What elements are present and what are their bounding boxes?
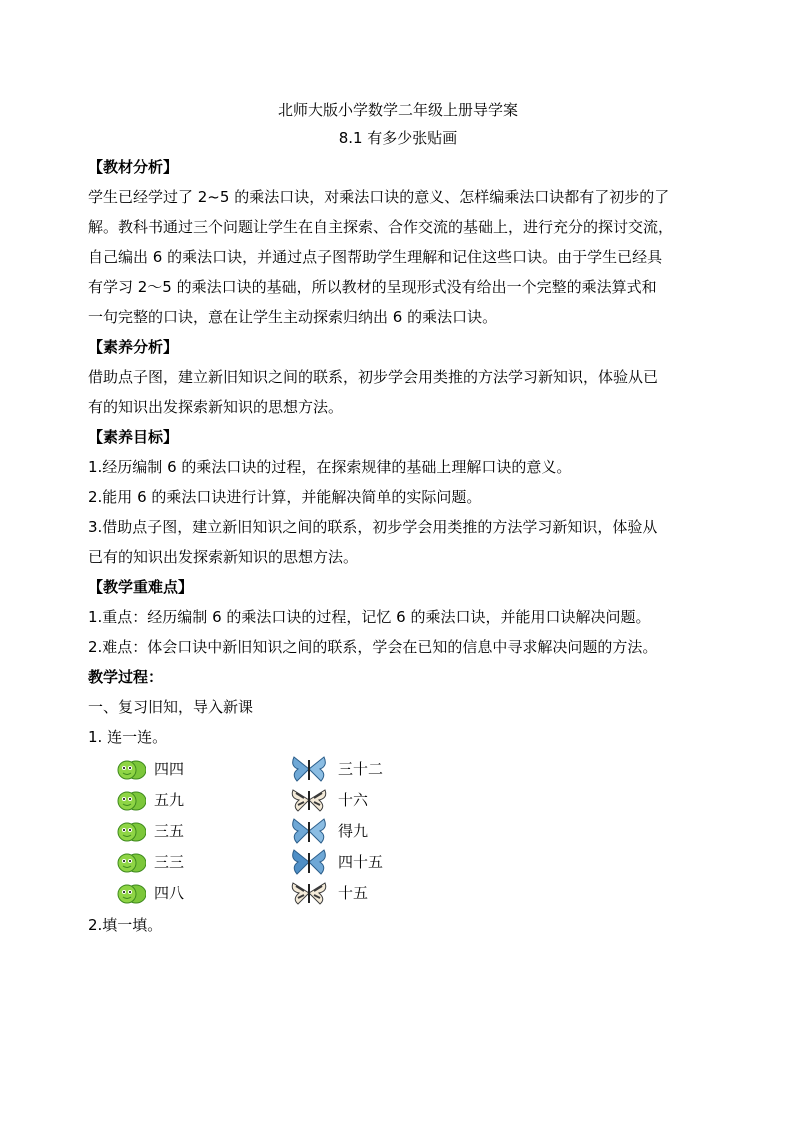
analysis-line: 一句完整的口诀，意在让学生主动探索归纳出 6 的乘法口诀。 <box>88 308 498 326</box>
butterfly-item[interactable] <box>288 847 383 877</box>
key-point-item: 2.难点：体会口诀中新旧知识之间的联系，学会在已知的信息中寻求解决问题的方法。 <box>88 638 658 656</box>
caterpillar-label: 三五 <box>154 822 185 840</box>
butterfly-label: 得九 <box>338 822 369 840</box>
analysis-heading: 【教材分析】 <box>88 158 179 176</box>
analysis-line: 解。教科书通过三个问题让学生在自主探索、合作交流的基础上，进行充分的探讨交流， <box>88 218 674 236</box>
goal-item: 3.借助点子图，建立新旧知识之间的联系，初步学会用类推的方法学习新知识，体验从 <box>88 518 658 536</box>
process-heading: 教学过程： <box>88 668 164 686</box>
page-subtitle: 8.1 有多少张贴画 <box>338 129 458 147</box>
goals-heading: 【素养目标】 <box>88 428 179 446</box>
literacy-heading: 【素养分析】 <box>88 338 179 356</box>
step-heading: 一、复习旧知，导入新课 <box>88 698 254 716</box>
caterpillar-item[interactable] <box>116 816 184 846</box>
document-body <box>88 96 708 940</box>
analysis-line: 自己编出 6 的乘法口诀，并通过点子图帮助学生理解和记住这些口诀。由于学生已经具 <box>88 248 663 266</box>
caterpillar-icon <box>116 849 146 875</box>
caterpillar-icon <box>116 880 146 906</box>
caterpillar-item[interactable] <box>116 785 184 815</box>
butterfly-label: 十五 <box>338 884 369 902</box>
butterfly-label: 十六 <box>338 791 369 809</box>
butterfly-icon <box>288 878 330 908</box>
butterfly-label: 四十五 <box>338 853 384 871</box>
analysis-paragraph <box>88 182 708 332</box>
caterpillar-label: 三三 <box>154 853 185 871</box>
caterpillar-item[interactable] <box>116 754 184 784</box>
caterpillar-icon <box>116 818 146 844</box>
caterpillar-label: 四四 <box>154 760 185 778</box>
caterpillar-label: 五九 <box>154 791 185 809</box>
butterfly-label: 三十二 <box>338 760 384 778</box>
caterpillar-icon <box>116 787 146 813</box>
literacy-line: 借助点子图，建立新旧知识之间的联系，初步学会用类推的方法学习新知识，体验从已 <box>88 368 659 386</box>
task-label: 2.填一填。 <box>88 916 163 934</box>
goal-item: 2.能用 6 的乘法口诀进行计算，并能解决简单的实际问题。 <box>88 488 482 506</box>
task-label: 1. 连一连。 <box>88 728 168 746</box>
caterpillar-item[interactable] <box>116 847 184 877</box>
butterfly-item[interactable] <box>288 785 368 815</box>
key-points-heading: 【教学重难点】 <box>88 578 194 596</box>
page-title: 北师大版小学数学二年级上册导学案 <box>277 101 518 119</box>
butterfly-icon <box>288 785 330 815</box>
analysis-line: 学生已经学过了 2~5 的乘法口诀，对乘法口诀的意义、怎样编乘法口诀都有了初步的了 <box>88 188 670 206</box>
butterfly-item[interactable] <box>288 878 368 908</box>
caterpillar-icon <box>116 756 146 782</box>
butterfly-icon <box>288 754 330 784</box>
analysis-line: 有学习 2～5 的乘法口诀的基础，所以教材的呈现形式没有给出一个完整的乘法算式和 <box>88 278 657 296</box>
butterfly-item[interactable] <box>288 816 368 846</box>
butterfly-icon <box>288 847 330 877</box>
caterpillar-item[interactable] <box>116 878 184 908</box>
butterfly-item[interactable] <box>288 754 383 784</box>
matching-exercise <box>88 752 708 910</box>
literacy-line: 有的知识出发探索新知识的思想方法。 <box>88 398 344 416</box>
goal-item-cont: 已有的知识出发探索新知识的思想方法。 <box>88 548 359 566</box>
key-point-item: 1.重点：经历编制 6 的乘法口诀的过程，记忆 6 的乘法口诀，并能用口诀解决问题。 <box>88 608 651 626</box>
caterpillar-label: 四八 <box>154 884 185 902</box>
goal-item: 1.经历编制 6 的乘法口诀的过程，在探索规律的基础上理解口诀的意义。 <box>88 458 572 476</box>
butterfly-icon <box>288 816 330 846</box>
